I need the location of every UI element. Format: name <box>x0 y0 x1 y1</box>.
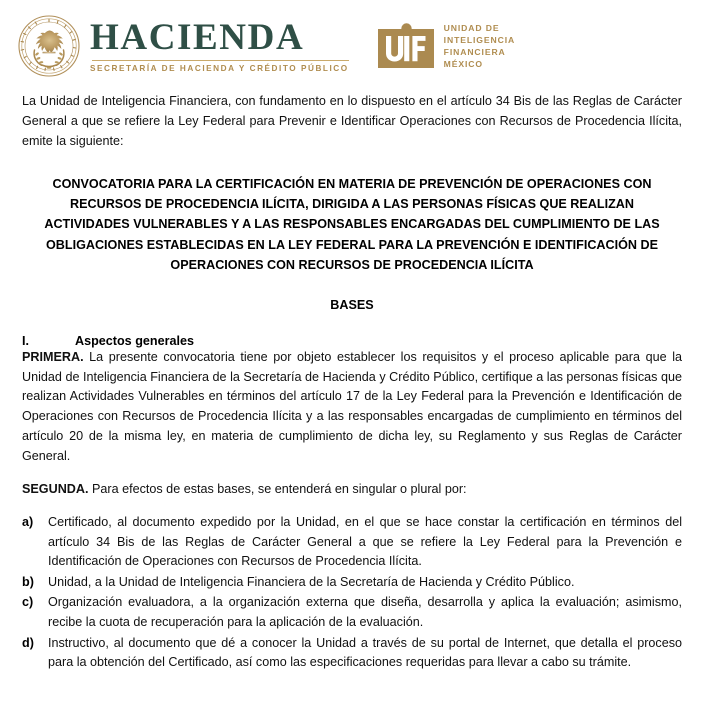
list-item-marker: c) <box>22 595 34 610</box>
uif-logo-block <box>377 22 515 71</box>
clause-primera <box>22 348 682 467</box>
clause-segunda-lead: SEGUNDA. <box>22 481 89 496</box>
hacienda-divider-rule <box>92 60 349 61</box>
uif-line-4: MÉXICO <box>443 59 483 70</box>
list-item-text: Organización evaluadora, a la organización externa que diseña, desarrolla y aplica la evaluación; asimismo, recibe la cuota de recuperación para la aplicación de la evaluación. <box>48 595 682 630</box>
document-body <box>0 92 704 673</box>
list-item-marker: d) <box>22 635 34 650</box>
section-heading-aspectos-generales <box>22 334 682 348</box>
clause-segunda <box>22 480 682 500</box>
document-title: CONVOCATORIA PARA LA CERTIFICACIÓN EN MATERIA DE PREVENCIÓN DE OPERACIONES CON RECURSOS DE PROCEDENCIA ILÍCITA, DIRIGIDA A LAS PERSONAS FÍSICAS QUE REALIZAN ACTIVIDADES VULNERABLES Y A LAS RESPONSABLES ENCARGADAS DEL CUMPLIMIENTO DE LAS OBLIGACIONES ESTABLECIDAS EN LA LEY FEDERAL PARA LA PREVENCIÓN E IDENTIFICACIÓN DE OPERACIONES CON RECURSOS DE PROCEDENCIA ILÍCITA <box>44 176 660 273</box>
intro-paragraph: La Unidad de Inteligencia Financiera, con fundamento en lo dispuesto en el artículo 34 Bis de las Reglas de Carácter General a que se refiere la Ley Federal para Prevenir e Identificar Operaciones con Recursos de Procedencia Ilícita, emite la siguiente: <box>22 94 682 148</box>
uif-name-lines <box>444 22 515 71</box>
list-item-text: Instructivo, al documento que dé a conocer la Unidad a través de su portal de Internet, que detalla el proceso para la obtención del Certificado, así como las especificaciones requeridas para llevar a cabo su trámite. <box>48 635 682 670</box>
list-item-text: Unidad, a la Unidad de Inteligencia Financiera de la Secretaría de Hacienda y Crédito Público. <box>48 574 575 589</box>
hacienda-subtitle: SECRETARÍA DE HACIENDA Y CRÉDITO PÚBLICO <box>90 64 349 73</box>
uif-line-3: FINANCIERA <box>443 47 506 57</box>
hacienda-wordmark <box>90 19 349 73</box>
hacienda-wordmark-text: HACIENDA <box>90 17 305 58</box>
clause-segunda-text: Para efectos de estas bases, se entenderá en singular o plural por: <box>88 481 467 496</box>
clause-primera-text: La presente convocatoria tiene por objeto establecer los requisitos y el proceso aplicable para que la Unidad de Inteligencia Financiera de la Secretaría de Hacienda y Crédito Público, certifique a las personas físicas que realizan Actividades Vulnerables en términos del artículo 17 de la Ley Federal para la Prevención e Identificación de Operaciones con Recursos de Procedencia Ilícita y a las responsables encargadas de cumplimiento en términos del artículo 20 de la misma ley, en materia de cumplimiento de dicha ley, su Reglamento y sus Reglas de Carácter General. <box>22 349 682 464</box>
bases-heading: BASES <box>330 297 374 312</box>
uif-logo-icon <box>377 23 435 69</box>
definitions-list <box>22 513 682 673</box>
list-item <box>22 634 682 673</box>
list-item-marker: b) <box>22 574 34 589</box>
list-item <box>22 573 682 593</box>
letterhead <box>0 0 704 92</box>
uif-line-2: INTELIGENCIA <box>443 34 516 45</box>
list-item <box>22 593 682 632</box>
section-label: Aspectos generales <box>75 333 194 348</box>
list-item-text: Certificado, al documento expedido por la Unidad, en el que se hace constar la certificación en términos del artículo 34 Bis de las Reglas de Carácter General a que se refiere la Ley Federal para la Prevención e Identificación de Operaciones con Recursos de Procedencia Ilícita. <box>48 514 682 569</box>
clause-primera-lead: PRIMERA. <box>22 349 84 364</box>
section-number: I. <box>22 333 29 348</box>
mexican-coat-of-arms-seal-icon <box>18 15 80 77</box>
uif-line-1: UNIDAD DE <box>443 22 500 33</box>
list-item-marker: a) <box>22 514 34 529</box>
list-item <box>22 513 682 572</box>
